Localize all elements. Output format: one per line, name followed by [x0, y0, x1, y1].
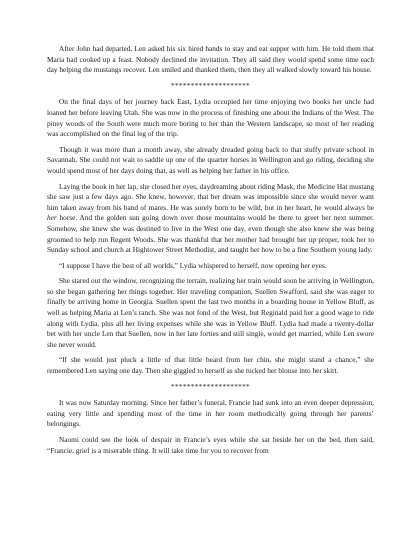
section-separator-2: ******************** [171, 381, 250, 391]
section-separator-1: ******************** [171, 80, 250, 90]
paragraph-3: Though it was more than a month away, she already dreaded going back to that stuffy private school in Savannah. She could not wait to saddle up one of the quarter horses in Wellington and go riding, deciding she would spend most of her days doing that, as well as helping her father in his office. [47, 144, 374, 175]
paragraph-1: After John had departed, Len asked his six hired hands to stay and eat supper with him. He told them that Maria had cooked up a feast. Nobody declined the invitation. They all said they would spend some time each day helping the mustangs recover. Len smiled and thanked them, then they all walked slowly toward his house. [47, 44, 374, 75]
emphasized-word: her [47, 213, 57, 223]
paragraph-5: “I suppose I have the best of all worlds,” Lydia whispered to herself, now opening her eyes. [59, 260, 327, 270]
document-page [47, 44, 374, 461]
paragraph-7: “If she would just pluck a little of that little beard from her chin, she might stand a chance,” she remembered Len saying one day. Then she giggled to herself as she tucked her blouse into her skirt. [47, 355, 374, 376]
paragraph-4: Laying the book in her lap, she closed her eyes, daydreaming about riding Mask, the Medicine Hat mustang she saw just a few days ago. She knew, however, that her dream was impossible since she would never want him taken away from his band of mares. He was surely born to be wild, but in her heart, he would always be her horse. And the golden sun going down over those mountains would be there to greet her next summer. Somehow, she knew she was destined to live in the West one day, even though she also knew she was being groomed to help run Regent Woods. She was thankful that her mother had brought her up proper, took her to Sunday school and church at Hightower Street Methodist, and taught her how to be a fine Southern young lady. [47, 181, 374, 255]
paragraph-2: On the final days of her journey back East, Lydia occupied her time enjoying two books her uncle had loaned her before leaving Utah. She was now in the process of finishing one about the Indians of the West. The piney woods of the South were much more boring to her than the Western landscape, so most of her reading was accomplished on the final leg of the trip. [47, 97, 374, 139]
paragraph-6: She stared out the window, recognizing the terrain, realizing her train would soon be arriving in Wellington, so she began gathering her things together. Her traveling companion, Suellen Swafford, said she was eager to finally be arriving home in Georgia. Suellen spent the last two months in a boarding house in Yellow Bluff, as well as helping Maria at Len’s ranch. She was not fond of the West, but Reginald paid her a good wage to ride along with Lydia, plus all her living expenses while she was in Yellow Bluff. Lydia had made a twenty-dollar bet with her uncle Len that Suellen, now in her late forties and still single, would get married, while Len swore she never would. [47, 276, 374, 349]
paragraph-9: Naomi could see the look of despair in Francie’s eyes while she sat beside her on the bed, then said, “Francie, grief is a miserable thing. It will take time for you to recover from [47, 435, 374, 455]
paragraph-8: It was now Saturday morning. Since her father’s funeral, Francie had sunk into an even deeper depression, eating very little and spending most of the time in her room methodically going through her parents’ belongings. [47, 398, 374, 429]
